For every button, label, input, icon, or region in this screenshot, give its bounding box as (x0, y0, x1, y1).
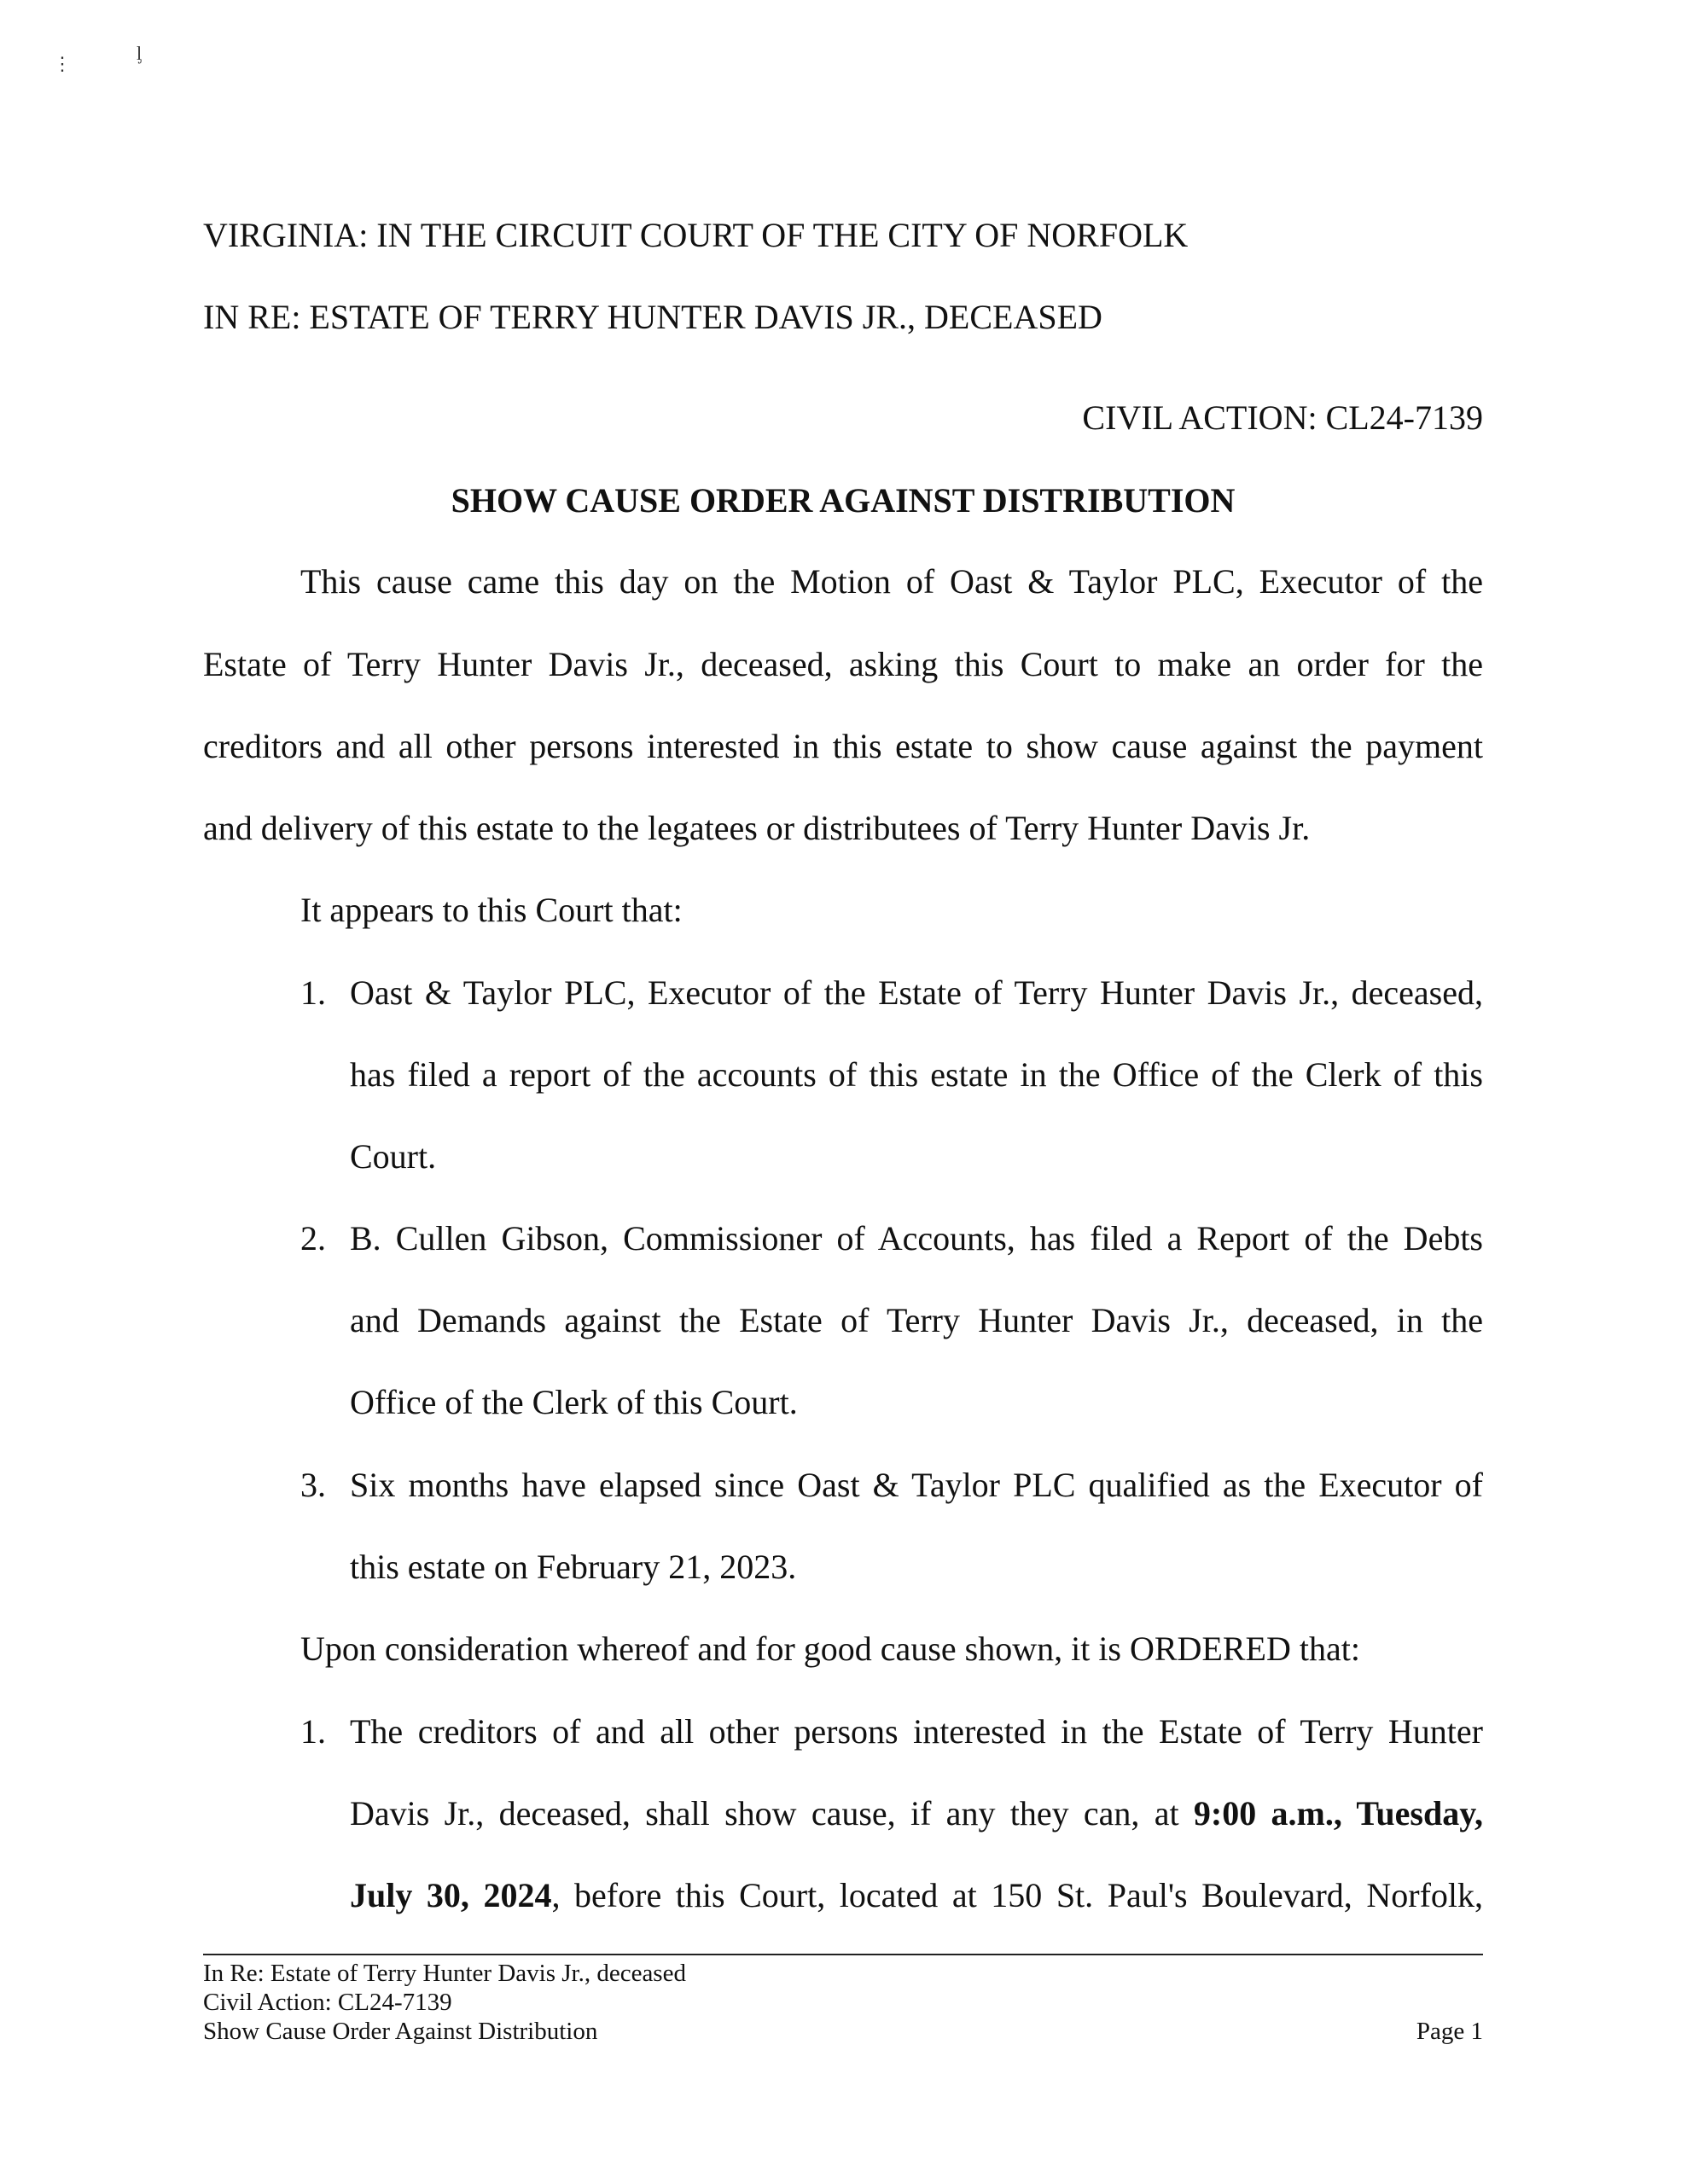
intro-line-1: This cause came this day on the Motion of Oast & Taylor PLC, Executor of the (300, 562, 1483, 601)
finding-2-line-2: and Demands against the Estate of Terry Hunter Davis Jr., deceased, in the (350, 1301, 1483, 1339)
finding-1-number: 1. (300, 973, 326, 1012)
scan-speck: ⋮ (53, 53, 72, 74)
order-1-line-1: The creditors of and all other persons interested in the Estate of Terry Hunter (350, 1712, 1483, 1751)
order-1-number: 1. (300, 1712, 326, 1751)
appears-statement: It appears to this Court that: (300, 891, 683, 929)
order-1-line-2 (350, 1793, 1483, 1834)
finding-1-line-2: has filed a report of the accounts of this estate in the Office of the Clerk of this (350, 1055, 1483, 1094)
finding-3-line-2: this estate on February 21, 2023. (350, 1548, 797, 1586)
hearing-date: July 30, 2024 (350, 1876, 552, 1914)
footer-civil-action: Civil Action: CL24-7139 (203, 1989, 452, 2016)
finding-1-line-1: Oast & Taylor PLC, Executor of the Estate of Terry Hunter Davis Jr., deceased, (350, 973, 1483, 1012)
order-1-line-3 (350, 1875, 1483, 1916)
intro-line-3: creditors and all other persons interested in this estate to show cause against the payment (203, 727, 1483, 765)
order-1-line-2-text: Davis Jr., deceased, shall show cause, if any they can, at (350, 1794, 1194, 1833)
finding-2-line-3: Office of the Clerk of this Court. (350, 1383, 798, 1421)
finding-1-line-3: Court. (350, 1137, 437, 1176)
in-re-heading: IN RE: ESTATE OF TERRY HUNTER DAVIS JR., DECEASED (203, 298, 1102, 336)
order-1-line-3-text: , before this Court, located at 150 St. Paul's Boulevard, Norfolk, (551, 1876, 1484, 1914)
intro-line-2: Estate of Terry Hunter Davis Jr., deceased, asking this Court to make an order for the (203, 645, 1483, 683)
document-title-text: SHOW CAUSE ORDER AGAINST DISTRIBUTION (451, 481, 1236, 520)
civil-action-number: CIVIL ACTION: CL24-7139 (1082, 398, 1483, 437)
document-title (203, 480, 1483, 521)
ordered-statement: Upon consideration whereof and for good cause shown, it is ORDERED that: (300, 1629, 1360, 1668)
finding-2-line-1: B. Cullen Gibson, Commissioner of Accounts, has filed a Report of the Debts (350, 1219, 1483, 1258)
footer-in-re: In Re: Estate of Terry Hunter Davis Jr., deceased (203, 1960, 686, 1987)
finding-2-number: 2. (300, 1219, 326, 1258)
court-heading: VIRGINIA: IN THE CIRCUIT COURT OF THE CITY OF NORFOLK (203, 216, 1189, 254)
scan-speck: ᶅ (137, 43, 143, 64)
footer-page-number: Page 1 (1416, 2018, 1483, 2045)
footer-divider (203, 1954, 1483, 1955)
finding-3-line-1: Six months have elapsed since Oast & Taylor PLC qualified as the Executor of (350, 1466, 1483, 1504)
footer-document-title: Show Cause Order Against Distribution (203, 2018, 598, 2045)
intro-line-4: and delivery of this estate to the legatees or distributees of Terry Hunter Davis Jr. (203, 809, 1311, 847)
hearing-time: 9:00 a.m., Tuesday, (1193, 1794, 1484, 1833)
finding-3-number: 3. (300, 1466, 326, 1504)
